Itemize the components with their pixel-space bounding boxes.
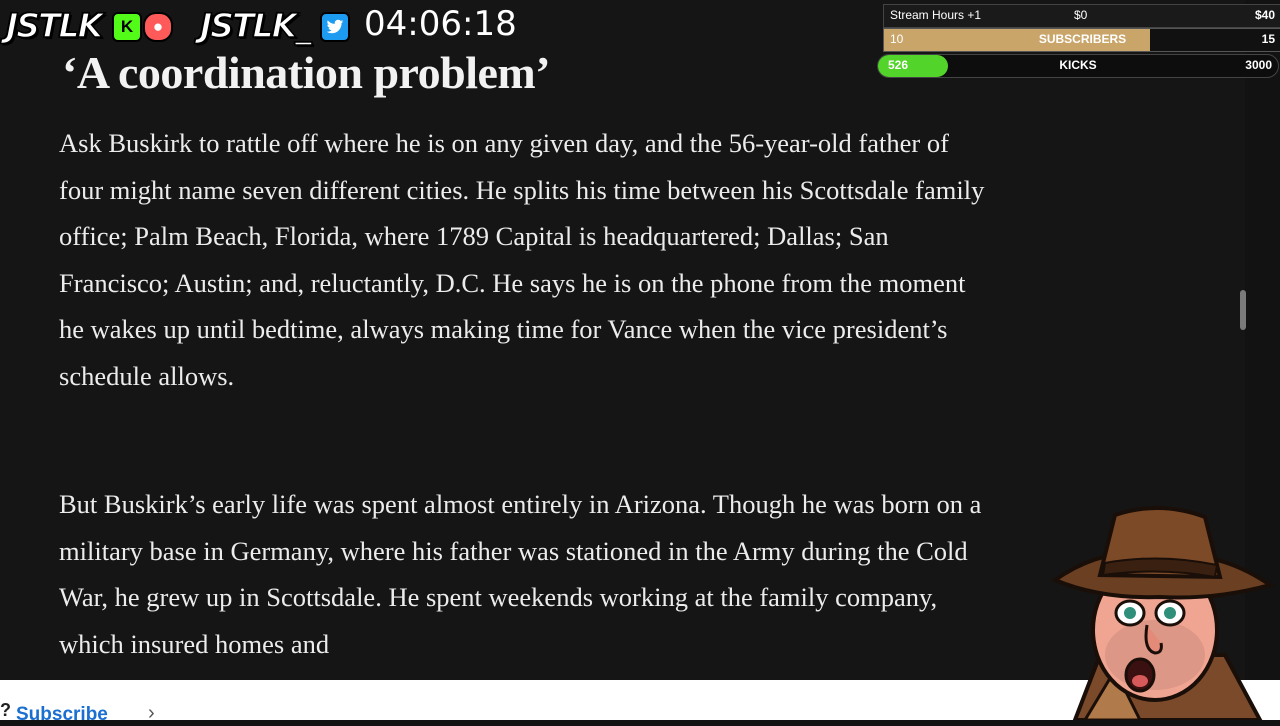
- channel-logo: JSTLK: [6, 6, 102, 45]
- goal-label: Stream Hours +1: [890, 8, 982, 22]
- streamer-mascot: [1045, 505, 1280, 720]
- article-paragraph: Ask Buskirk to rattle off where he is on any given day, and the 56-year-old father of four might name seven different cities. He splits his time between his Scottsdale family office; Palm Beach, Florida, where 1789 Capital is headquartered; Dallas; San Francisco; Austin; and, reluctantly, D.C. He says he is on the phone from the moment he wakes up until bedtime, always making time for Vance when the vice president’s schedule allows.: [59, 128, 985, 391]
- stream-hours-goal: [883, 4, 1280, 28]
- kicks-goal: [877, 54, 1279, 78]
- goal-target: $40: [1254, 8, 1275, 22]
- scrollbar-thumb[interactable]: [1240, 290, 1246, 330]
- chevron-right-icon[interactable]: ›: [148, 702, 155, 724]
- subscribe-link[interactable]: Subscribe: [16, 704, 108, 725]
- article-paragraph: But Buskirk’s early life was spent almost entirely in Arizona. Though he was born on a military base in Germany, where his father was stationed in the Army during the Cold War, he grew up in Scottsdale. He spent weekends working at the family company, which insured homes and: [59, 489, 982, 659]
- section-heading: ‘A coordination problem’: [62, 47, 551, 98]
- goal-current: 526: [888, 58, 909, 72]
- stream-goals: [883, 2, 1280, 78]
- stream-timer: 04:06:18: [364, 4, 517, 44]
- channel-logo-twitter: JSTLK_: [200, 6, 310, 45]
- goal-label: SUBSCRIBERS: [1038, 32, 1127, 46]
- kick-icon: K: [112, 12, 142, 42]
- goal-target: 15: [1261, 32, 1275, 46]
- goal-current: 10: [890, 32, 904, 46]
- goal-target: 3000: [1245, 58, 1272, 72]
- record-icon: ●: [143, 12, 173, 42]
- subscribers-goal: [883, 28, 1280, 52]
- goal-current: $0: [1074, 8, 1088, 22]
- question-icon: ?: [0, 700, 11, 720]
- goal-label: KICKS: [1059, 58, 1097, 72]
- twitter-icon: [320, 12, 350, 42]
